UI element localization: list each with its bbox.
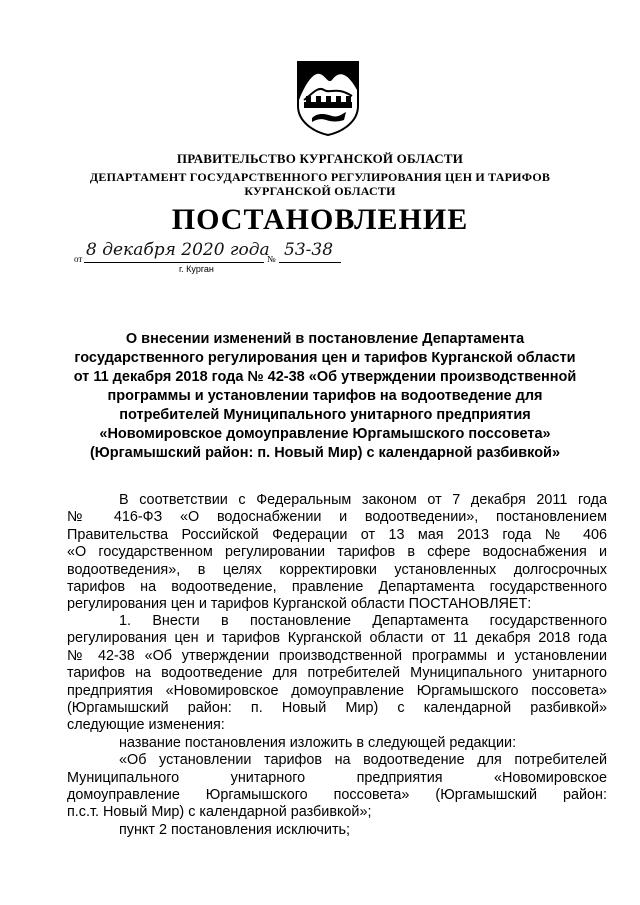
body-line: В соответствии с Федеральным законом от 7 декабря 2011 года <box>119 492 607 508</box>
subject-line: «Новомировское домоуправление Юргамышского поссовета» <box>99 426 551 442</box>
body-line: «Об установлении тарифов на водоотведение для потребителей <box>119 752 607 769</box>
body-line: 1. Внести в постановление Департамента государственного <box>119 613 607 629</box>
department-name-line2: КУРГАНСКОЙ ОБЛАСТИ <box>244 184 396 198</box>
date-from-label: от <box>74 254 83 264</box>
subject-line: от 11 декабря 2018 года № 42-38 «Об утверждении производственной <box>73 369 577 385</box>
subject-line: (Юргамышский район: п. Новый Мир) с календарной разбивкой» <box>89 445 561 461</box>
preamble-paragraph <box>67 492 607 614</box>
department-name-line1: ДЕПАРТАМЕНТ ГОСУДАРСТВЕННОГО РЕГУЛИРОВАНИЯ ЦЕН И ТАРИФОВ <box>89 170 551 184</box>
coat-of-arms-emblem <box>296 60 360 136</box>
body-line: предприятия «Новомировское домоуправление Юргамышского поссовета» <box>67 682 607 699</box>
number-underline <box>279 262 341 263</box>
government-name: ПРАВИТЕЛЬСТВО КУРГАНСКОЙ ОБЛАСТИ <box>176 151 464 166</box>
body-line: (Юргамышский район: п. Новый Мир) с календарной разбивкой» <box>67 700 607 717</box>
body-line: следующие изменения: <box>67 717 225 734</box>
body-line: регулирования цен и тарифов Курганской области от 11 декабря 2018 года <box>67 630 607 647</box>
body-line: пункт 2 постановления исключить; <box>119 821 351 838</box>
subject-line: государственного регулирования цен и тарифов Курганской области <box>74 350 576 366</box>
body-line: тарифов на водоотведение, правление Департамента государственного <box>67 579 607 596</box>
body-line: п.с.т. Новый Мир) с календарной разбивкой»; <box>67 804 372 821</box>
body-line: № 42-38 «Об утверждении производственной программы и установлении <box>67 647 607 664</box>
body-line: Муниципального унитарного предприятия «Новомировское <box>67 769 607 786</box>
document-subject <box>40 330 610 463</box>
item-1-paragraph <box>67 613 607 839</box>
body-line: домоуправление Юргамышского поссовета» (Юргамышский район: <box>67 787 607 804</box>
body-line: название постановления изложить в следующей редакции: <box>119 734 517 751</box>
dateline <box>74 240 374 274</box>
body-line: водоотведения», в целях корректировки установленных долгосрочных <box>67 561 607 578</box>
date-underline <box>84 262 264 263</box>
subject-line: программы и установлении тарифов на водоотведение для <box>107 388 543 404</box>
body-line: регулирования цен и тарифов Курганской области ПОСТАНОВЛЯЕТ: <box>67 596 532 613</box>
subject-line: потребителей Муниципального унитарного предприятия <box>119 407 531 423</box>
handwritten-date: 8 декабря 2020 года <box>86 240 270 260</box>
body-line: тарифов на водоотведение для потребителей Муниципального унитарного <box>67 665 607 682</box>
number-label: № <box>267 254 276 264</box>
subject-line: О внесении изменений в постановление Департамента <box>125 331 525 347</box>
handwritten-number: 53-38 <box>284 240 334 260</box>
body-line: Правительства Российской Федерации от 13 мая 2013 года № 406 <box>67 526 607 543</box>
body-line: «О государственном регулировании тарифов в сфере водоснабжения и <box>67 544 607 561</box>
document-type-title: ПОСТАНОВЛЕНИЕ <box>171 203 469 236</box>
body-line: № 416-ФЗ «О водоснабжении и водоотведении», постановлением <box>67 509 607 526</box>
city-label: г. Курган <box>179 264 214 274</box>
